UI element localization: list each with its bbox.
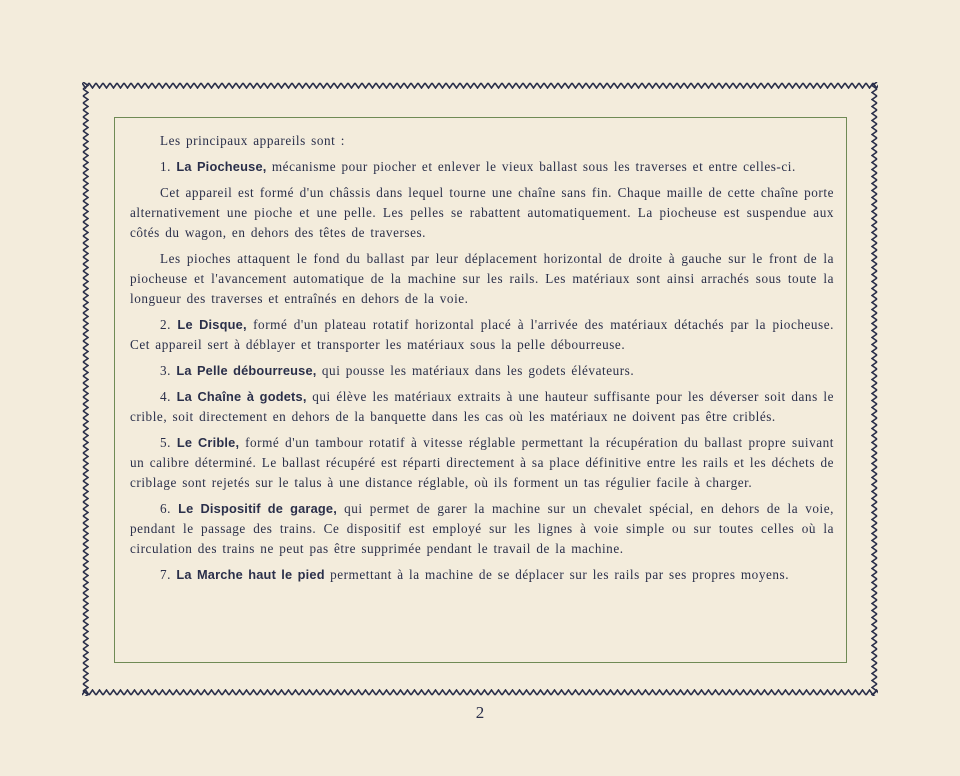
zigzag-border-bottom	[82, 689, 878, 696]
item-number: 7.	[160, 567, 171, 582]
item-name: Le Dispositif de garage,	[178, 501, 338, 516]
page-text	[130, 131, 834, 591]
item-3-paragraph	[130, 361, 834, 381]
item-name: La Marche haut le pied	[176, 567, 325, 582]
item-name: Le Disque,	[177, 317, 247, 332]
page-number: 2	[475, 703, 485, 722]
item-2-paragraph	[130, 315, 834, 355]
item-description: qui permet de garer la machine sur un chevalet spécial, en dehors de la voie, pendant le passage des trains. Ce dispositif est employé sur les lignes à voie simple ou sur toutes celles où la circulation des trains ne peut pas être supprimée pendant le travail de la machine.	[130, 501, 835, 556]
paragraph-piocheuse-operation: Les pioches attaquent le fond du ballast par leur déplacement horizontal de droite à gauche sur le front de la piocheuse et l'avancement automatique de la machine sur les rails. Les matériaux sont ainsi arrachés sous toute la longueur des traverses et entraînés en dehors de la voie.	[130, 251, 834, 306]
item-description: qui élève les matériaux extraits à une hauteur suffisante pour les déverser soit dans le crible, soit directement en dehors de la banquette dans les cas où les matériaux ne doivent pas être criblés.	[130, 389, 834, 424]
item-description: formé d'un plateau rotatif horizontal placé à l'arrivée des matériaux détachés par la piocheuse. Cet appareil sert à déblayer et transporter les matériaux sous la pelle débourreuse.	[130, 317, 834, 352]
item-number: 3.	[160, 363, 171, 378]
item-5-paragraph	[130, 433, 834, 493]
zigzag-border-left	[82, 82, 89, 696]
item-name: Le Crible,	[176, 435, 240, 450]
item-description: qui pousse les matériaux dans les godets élévateurs.	[316, 363, 635, 378]
item-description: formé d'un tambour rotatif à vitesse réglable permettant la récupération du ballast propre suivant un calibre déterminé. Le ballast récupéré est réparti directement à sa place définitive entre les rails et les déchets de criblage sont rejetés sur le talus à une distance réglable, où ils forment un tas régulier facile à charger.	[130, 435, 834, 490]
item-4-paragraph	[130, 387, 834, 427]
intro-paragraph: Les principaux appareils sont :	[160, 133, 345, 148]
item-number: 1.	[160, 159, 171, 174]
item-number: 2.	[160, 317, 171, 332]
zigzag-border-right	[871, 82, 878, 696]
item-name: La Piocheuse,	[176, 159, 267, 174]
item-number: 5.	[160, 435, 171, 450]
item-6-paragraph	[130, 499, 834, 559]
item-7-paragraph	[130, 565, 834, 585]
item-description: mécanisme pour piocher et enlever le vieux ballast sous les traverses et entre celles-ci.	[266, 159, 796, 174]
item-name: La Chaîne à godets,	[176, 389, 307, 404]
item-name: La Pelle débourreuse,	[176, 363, 317, 378]
item-1-paragraph	[130, 157, 834, 177]
item-number: 6.	[160, 501, 171, 516]
item-description: permettant à la machine de se déplacer sur les rails par ses propres moyens.	[324, 567, 790, 582]
paragraph-piocheuse-structure: Cet appareil est formé d'un châssis dans lequel tourne une chaîne sans fin. Chaque maille de cette chaîne porte alternativement une pioche et une pelle. Les pelles se rabattent automatiquement. La piocheuse est suspendue aux côtés du wagon, en dehors des têtes de traverses.	[130, 185, 834, 240]
zigzag-border-top	[82, 82, 878, 89]
item-number: 4.	[160, 389, 171, 404]
